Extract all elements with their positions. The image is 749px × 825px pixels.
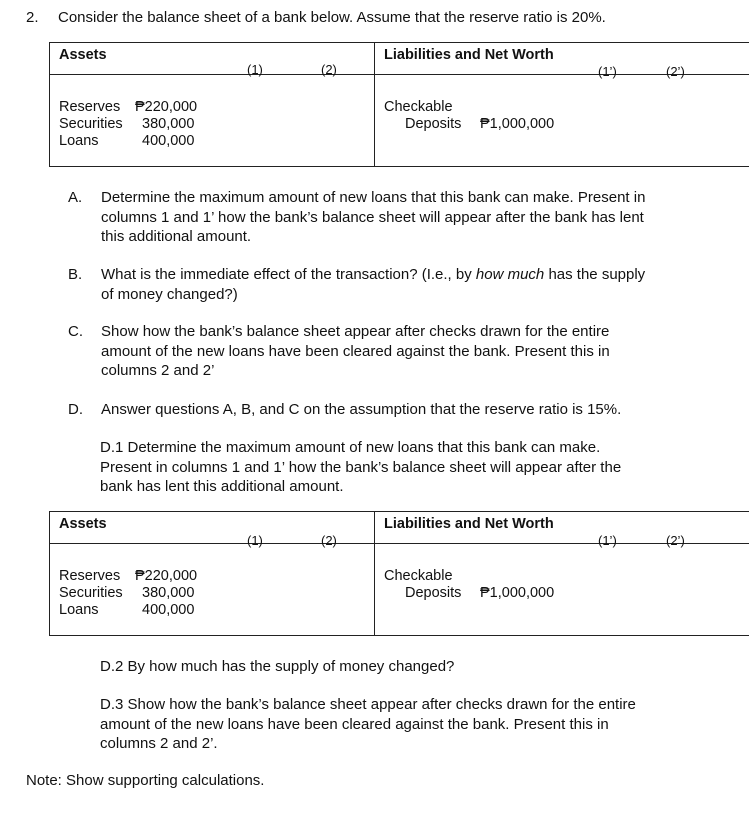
column-divider	[374, 43, 375, 166]
securities-label: Securities	[59, 585, 123, 601]
deposits-value: ₱1,000,000	[480, 116, 555, 132]
checkable-label: Checkable	[384, 568, 453, 584]
reserves-value: ₱220,000	[135, 568, 198, 584]
column-2-prime-label: (2’)	[666, 64, 685, 79]
item-d-letter: D.	[68, 401, 83, 418]
assets-header: Assets	[59, 516, 107, 532]
item-d3-line-1: D.3 Show how the bank’s balance sheet appear after checks drawn for the entire	[100, 696, 636, 713]
column-2-prime-label: (2’)	[666, 533, 685, 548]
column-1-label: (1)	[247, 62, 263, 77]
column-divider	[374, 512, 375, 635]
column-2-label: (2)	[321, 533, 337, 548]
question-text: Consider the balance sheet of a bank below. Assume that the reserve ratio is 20%.	[58, 9, 606, 26]
item-c-line-1: Show how the bank’s balance sheet appear after checks drawn for the entire	[101, 323, 610, 340]
reserves-label: Reserves	[59, 99, 121, 115]
header-divider	[50, 543, 749, 544]
item-d1-line-2: Present in columns 1 and 1’ how the bank’s balance sheet will appear after the	[100, 458, 622, 476]
question-number: 2.	[26, 9, 39, 26]
item-a-line-1: Determine the maximum amount of new loans that this bank can make. Present in	[101, 189, 646, 206]
loans-label: Loans	[59, 602, 99, 618]
loans-label: Loans	[59, 133, 99, 149]
item-d2	[100, 657, 720, 677]
item-b-text-post: has the supply	[544, 266, 646, 283]
item-b-emphasis: how much	[475, 266, 545, 283]
item-d2-line-1: D.2 By how much has the supply of money changed?	[100, 658, 455, 675]
item-d1	[100, 438, 720, 497]
securities-value: 380,000	[142, 585, 195, 601]
deposits-value: ₱1,000,000	[480, 585, 555, 601]
item-d3-line-2: amount of the new loans have been cleared against the bank. Present this in	[100, 715, 609, 733]
column-1-prime-label: (1’)	[598, 64, 617, 79]
column-1-prime-label: (1’)	[598, 533, 617, 548]
liabilities-header: Liabilities and Net Worth	[384, 516, 554, 532]
item-b-line-2: of money changed?)	[101, 285, 238, 303]
assets-header: Assets	[59, 47, 107, 63]
item-b-text-pre: What is the immediate effect of the transaction? (I.e., by	[101, 266, 476, 283]
checkable-label: Checkable	[384, 99, 453, 115]
reserves-label: Reserves	[59, 568, 121, 584]
note-text: Note: Show supporting calculations.	[26, 772, 265, 789]
item-a-line-2: columns 1 and 1’ how the bank’s balance sheet will appear after the bank has lent	[101, 208, 644, 226]
balance-sheet-table-1	[49, 42, 749, 167]
item-b-line-1	[101, 265, 721, 285]
securities-value: 380,000	[142, 116, 195, 132]
securities-label: Securities	[59, 116, 123, 132]
item-d3-line-3: columns 2 and 2’.	[100, 735, 218, 752]
item-d3	[100, 695, 720, 754]
item-d1-line-1: D.1 Determine the maximum amount of new loans that this bank can make.	[100, 439, 601, 456]
deposits-label: Deposits	[405, 116, 462, 132]
item-c-line-3: columns 2 and 2’	[101, 362, 215, 379]
loans-value: 400,000	[142, 602, 195, 618]
item-a-letter: A.	[68, 189, 83, 206]
reserves-value: ₱220,000	[135, 99, 198, 115]
deposits-label: Deposits	[405, 585, 462, 601]
item-b-letter: B.	[68, 266, 83, 283]
item-a-line-3: this additional amount.	[101, 228, 252, 245]
balance-sheet-table-2	[49, 511, 749, 636]
header-divider	[50, 74, 749, 75]
item-d-line-1: Answer questions A, B, and C on the assumption that the reserve ratio is 15%.	[101, 401, 622, 418]
loans-value: 400,000	[142, 133, 195, 149]
liabilities-header: Liabilities and Net Worth	[384, 47, 554, 63]
item-c-line-2: amount of the new loans have been cleared against the bank. Present this in	[101, 342, 610, 360]
item-d1-line-3: bank has lent this additional amount.	[100, 478, 344, 495]
column-1-label: (1)	[247, 533, 263, 548]
column-2-label: (2)	[321, 62, 337, 77]
item-c-letter: C.	[68, 323, 83, 340]
